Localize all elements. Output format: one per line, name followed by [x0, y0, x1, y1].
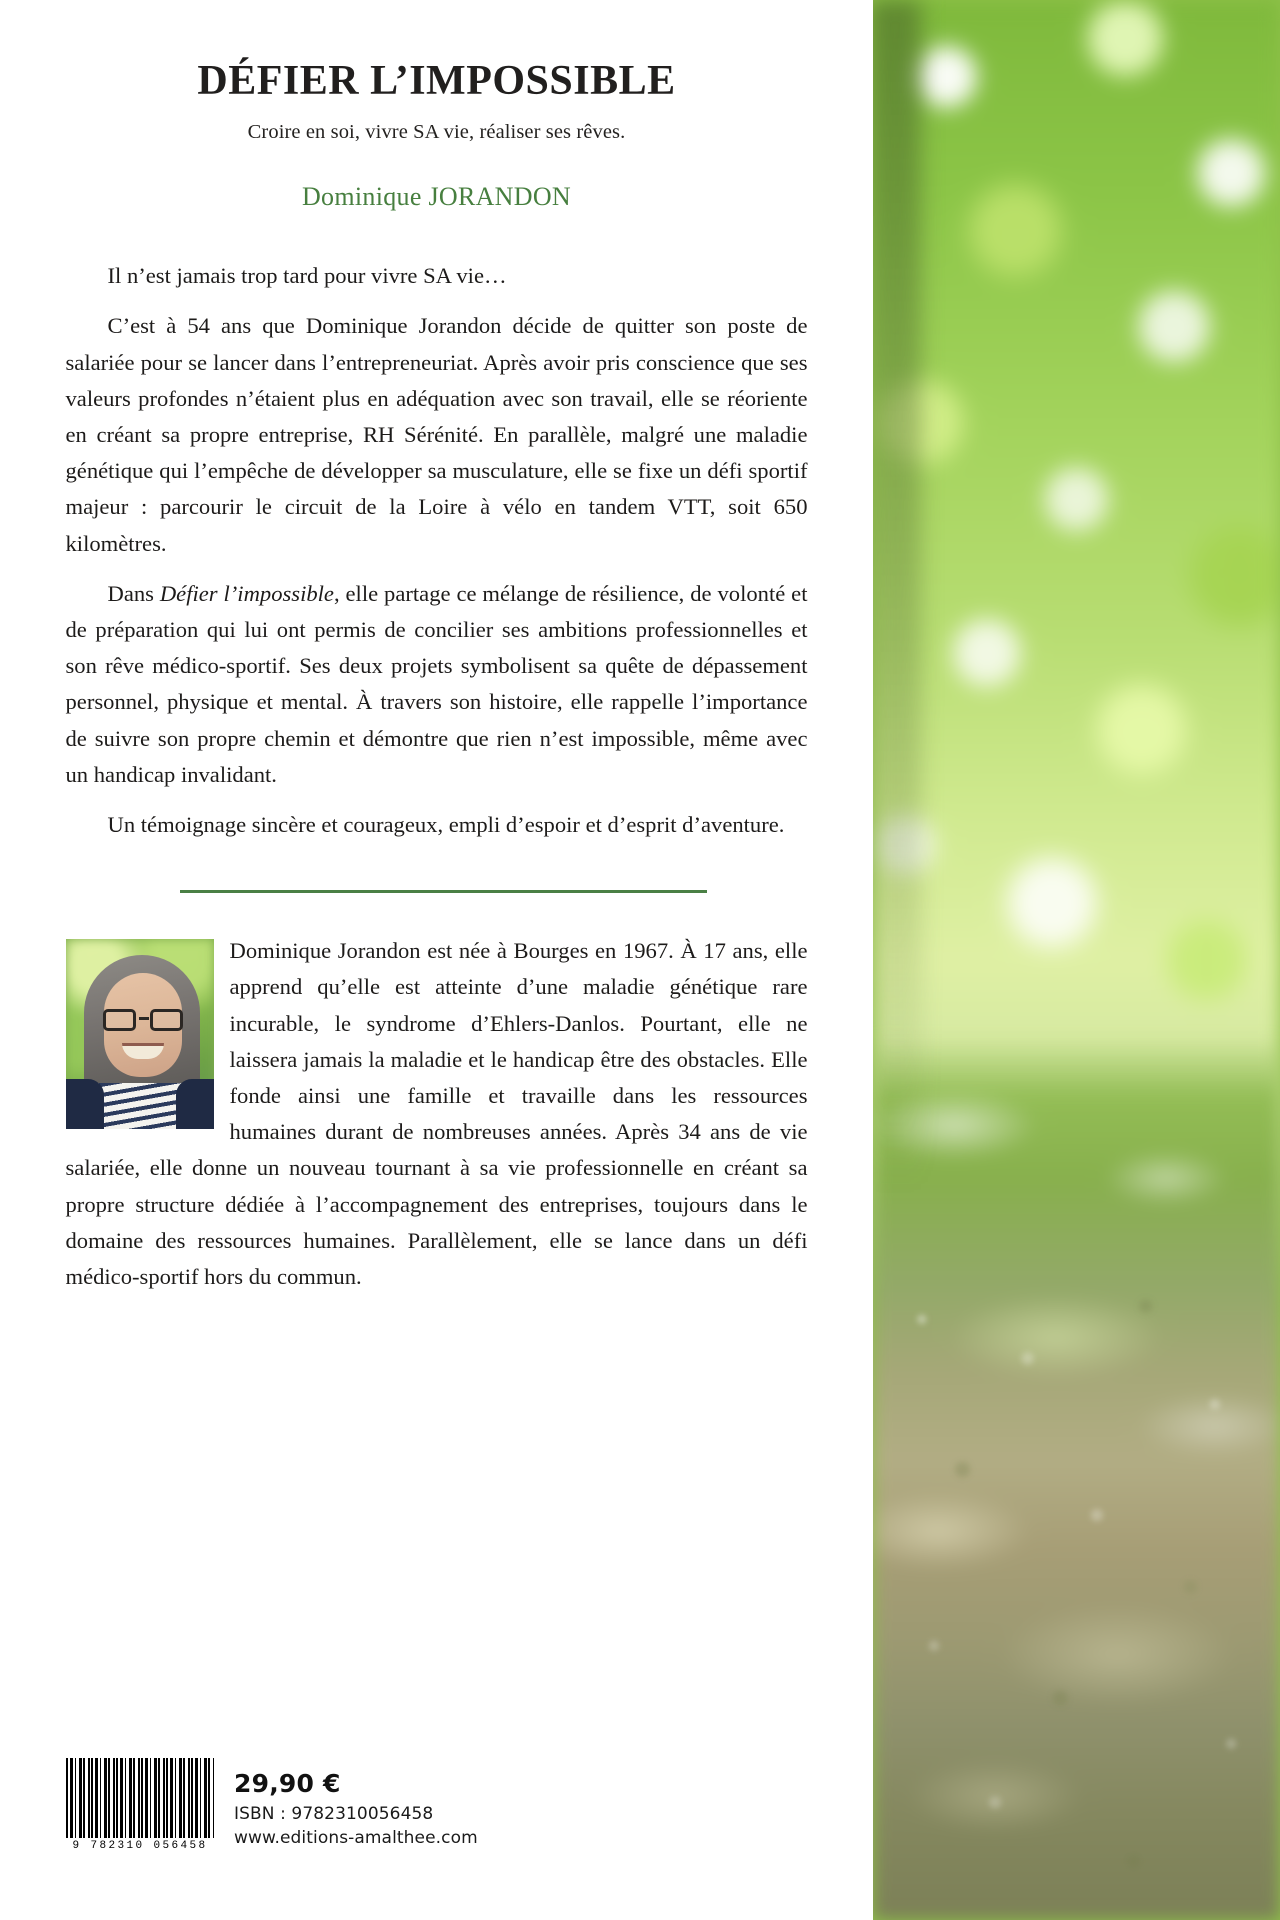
blurb-paragraph-2: C’est à 54 ans que Dominique Jorandon décide de quitter son poste de salariée pour se lancer dans l’entrepreneuriat. Après avoir pris conscience que ses valeurs profondes n’étaient plus en adéquation avec son travail, elle se réoriente en créant sa propre entreprise, RH Sérénité. En parallèle, malgré une maladie génétique qui l’empêche de développer sa musculature, elle se fixe un défi sportif majeur : parcourir le circuit de la Loire à vélo en tandem VTT, soit 650 kilomètres.	[65, 313, 808, 556]
title-block	[0, 0, 873, 212]
barcode	[66, 1758, 214, 1852]
author-photo	[66, 939, 214, 1129]
path-texture-overlay	[873, 1267, 1280, 1920]
tree-trunk-shadow	[873, 0, 921, 1190]
price-block	[234, 1769, 478, 1852]
blurb-section	[66, 212, 808, 843]
footer-block	[66, 1758, 478, 1852]
book-title: DÉFIER L’IMPOSSIBLE	[197, 58, 676, 104]
glasses-bridge	[139, 1017, 149, 1020]
author-name: Dominique JORANDON	[301, 182, 571, 212]
isbn-label: ISBN : 9782310056458	[234, 1804, 434, 1825]
book-subtitle: Croire en soi, vivre SA vie, réaliser ses rêves.	[247, 121, 626, 144]
blurb-p3-lead: Dans	[107, 580, 160, 606]
glasses-lens-left	[103, 1009, 136, 1031]
blurb-paragraph-3	[66, 576, 808, 793]
jacket-right	[176, 1079, 214, 1129]
blurb-p3-rest: , elle partage ce mélange de résilience, de volonté et de préparation qui lui ont permis de concilier ses ambitions professionnelles et son rêve médico-sportif. Ses deux projets symbolisent sa quête de dépassement personnel, physique et mental. À travers son histoire, elle rappelle l’importance de suivre son propre chemin et démontre que rien n’est impossible, même avec un handicap invalidant.	[65, 580, 808, 787]
price-label: 29,90 €	[234, 1769, 341, 1799]
publisher-website[interactable]: www.editions-amalthee.com	[234, 1827, 478, 1848]
glasses-lens-right	[150, 1009, 183, 1031]
glasses-icon	[101, 1009, 185, 1031]
biography-section	[66, 893, 808, 1295]
divider-wrap	[66, 844, 808, 893]
blurb-p3-title-italic: Défier l’impossible	[159, 580, 334, 606]
barcode-digits: 9 782310 056458	[72, 1840, 208, 1852]
blurb-paragraph-4: Un témoignage sincère et courageux, empli d’espoir et d’esprit d’aventure.	[107, 812, 785, 838]
barcode-bars	[66, 1758, 214, 1838]
jacket-left	[66, 1079, 104, 1129]
cover-photo-strip	[873, 0, 1280, 1920]
blurb-paragraph-1: Il n’est jamais trop tard pour vivre SA vie…	[107, 263, 507, 289]
biography-text: Dominique Jorandon est née à Bourges en 1967. À 17 ans, elle apprend qu’elle est atteinte d’une maladie génétique rare incurable, le syndrome d’Ehlers-Danlos. Pourtant, elle ne laissera jamais la maladie et le handicap être des obstacles. Elle fonde ainsi une famille et travaille dans les ressources humaines durant de nombreuses années. Après 34 ans de vie salariée, elle donne un nouveau tournant à sa vie professionnelle en créant sa propre structure dédiée à l’accompagnement des entreprises, toujours dans le domaine des ressources humaines. Parallèlement, elle se lance dans un défi médico-sportif hors du commun.	[65, 938, 808, 1290]
